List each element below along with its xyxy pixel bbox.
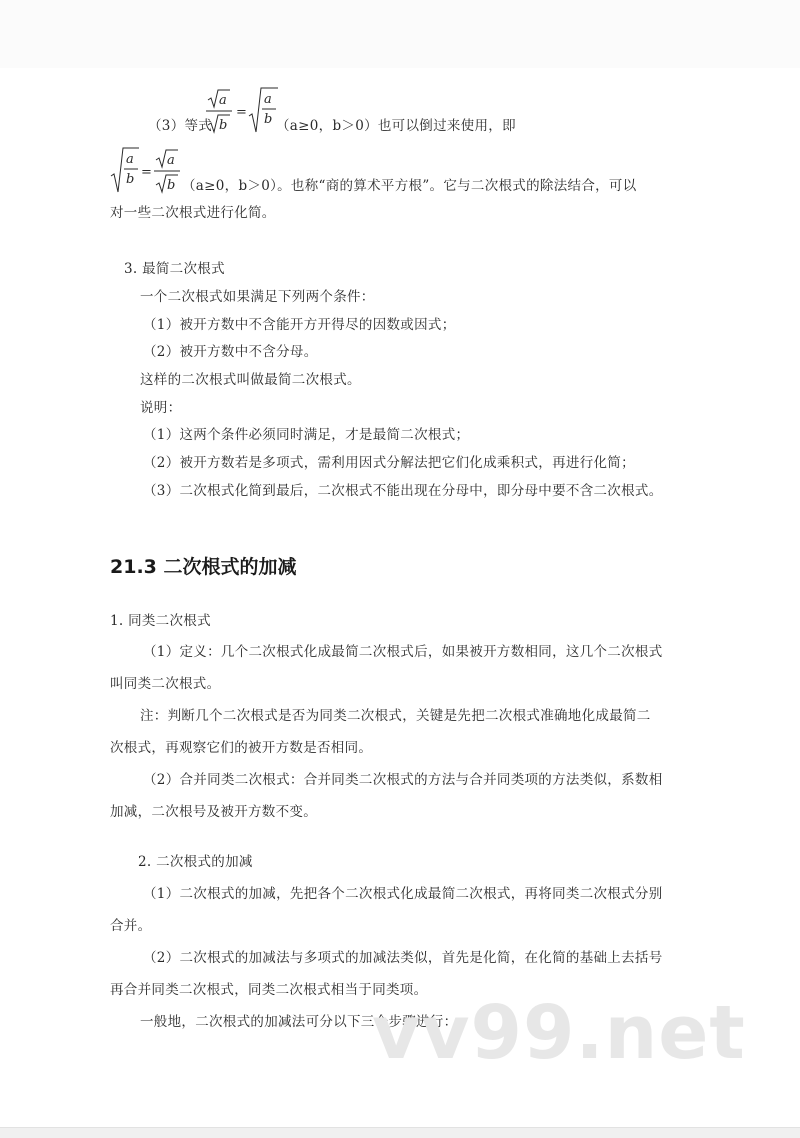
paragraph-line: （2）被开方数中不含分母。 xyxy=(143,344,318,360)
quotient-rule-line-3: 对一些二次根式进行化简。 xyxy=(110,205,276,221)
var-a: a xyxy=(126,152,134,167)
watermark: vv99.net xyxy=(372,990,746,1076)
var-b: b xyxy=(264,112,273,127)
var-b: b xyxy=(167,178,176,193)
page-top-margin xyxy=(0,0,800,68)
paragraph-line: （2）被开方数若是多项式，需利用因式分解法把它们化成乘积式，再进行化简； xyxy=(143,455,635,471)
quotient-rule-condition: （a≥0，b＞0）也可以倒过来使用，即 xyxy=(276,118,516,134)
paragraph-line: （2）二次根式的加减法与多项式的加减法类似，首先是化简，在化简的基础上去括号 xyxy=(143,950,663,966)
radical-sign xyxy=(111,148,139,192)
paragraph-line: （1）二次根式的加减，先把各个二次根式化成最简二次根式，再将同类二次根式分别 xyxy=(143,886,663,902)
formula-sqrt-a-over-b-equals-sqrt-a-over-sqrt-b xyxy=(108,146,184,202)
var-b: b xyxy=(126,172,135,187)
paragraph-line: 再合并同类二次根式，同类二次根式相当于同类项。 xyxy=(110,982,428,998)
var-a: a xyxy=(264,92,272,107)
paragraph-line: 一般地，二次根式的加减法可分以下三个步骤进行： xyxy=(140,1014,458,1030)
equals-sign: = xyxy=(236,105,247,120)
section-heading-radical-addition: 2. 二次根式的加减 xyxy=(138,854,253,870)
paragraph-line: 注：判断几个二次根式是否为同类二次根式，关键是先把二次根式准确地化成最简二 xyxy=(140,708,651,724)
paragraph-line: 这样的二次根式叫做最简二次根式。 xyxy=(140,372,361,388)
paragraph-line: 加减，二次根号及被开方数不变。 xyxy=(110,804,317,820)
paragraph-line: 一个二次根式如果满足下列两个条件： xyxy=(140,289,375,305)
paragraph-line: 合并。 xyxy=(110,918,152,934)
var-b: b xyxy=(219,118,228,133)
var-a: a xyxy=(167,153,175,168)
quotient-rule-condition-2: （a≥0，b＞0）。也称“商的算术平方根”。它与二次根式的除法结合，可以 xyxy=(182,178,637,194)
equals-sign: = xyxy=(141,165,152,180)
formula-sqrt-a-over-sqrt-b-equals-sqrt-a-over-b xyxy=(202,86,282,142)
section-heading-simplest-radical: 3. 最简二次根式 xyxy=(124,261,225,277)
page-bottom-edge xyxy=(0,1127,800,1138)
paragraph-line: 次根式，再观察它们的被开方数是否相同。 xyxy=(110,740,373,756)
paragraph-line: （1）被开方数中不含能开方开得尽的因数或因式； xyxy=(143,317,456,333)
paragraph-line: 说明： xyxy=(140,400,182,416)
quotient-rule-prefix: （3）等式 xyxy=(148,118,213,134)
var-a: a xyxy=(219,93,227,108)
paragraph-line: （1）这两个条件必须同时满足，才是最简二次根式； xyxy=(143,427,470,443)
chapter-heading: 21.3 二次根式的加减 xyxy=(110,556,297,578)
paragraph-line: （2）合并同类二次根式：合并同类二次根式的方法与合并同类项的方法类似，系数相 xyxy=(143,772,663,788)
section-heading-like-radicals: 1. 同类二次根式 xyxy=(110,613,211,629)
paragraph-line: （3）二次根式化简到最后，二次根式不能出现在分母中，即分母中要不含二次根式。 xyxy=(143,483,663,499)
paragraph-line: 叫同类二次根式。 xyxy=(110,676,221,692)
paragraph-line: （1）定义：几个二次根式化成最简二次根式后，如果被开方数相同，这几个二次根式 xyxy=(143,644,663,660)
